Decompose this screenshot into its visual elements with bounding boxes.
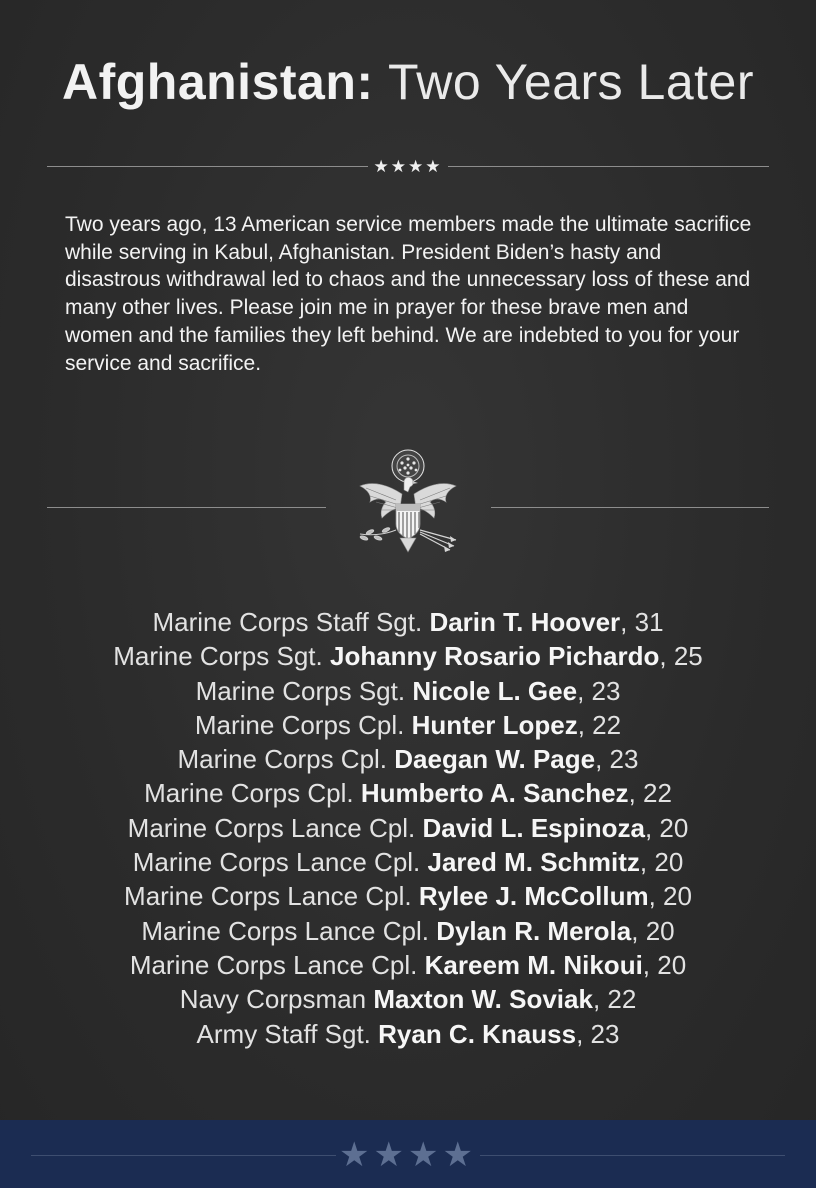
member-name: Nicole L. Gee: [412, 675, 578, 706]
list-item: [0, 708, 816, 742]
member-age: , 20: [648, 881, 692, 912]
member-name: Jared M. Schmitz: [427, 847, 640, 878]
member-age: , 23: [595, 744, 639, 775]
top-divider-left: [47, 166, 368, 167]
member-name: Maxton W. Soviak: [373, 984, 593, 1015]
list-item: [0, 879, 816, 913]
member-name: Johanny Rosario Pichardo: [329, 641, 660, 672]
member-name: Rylee J. McCollum: [418, 881, 649, 912]
list-item: [0, 605, 816, 639]
intro-paragraph: Two years ago, 13 American service members made the ultimate sacrifice while serving in Kabul, Afghanistan. President Biden’s hasty and disastrous withdrawal led to chaos and the unnecessary loss of these and many other lives. Please join me in prayer for these brave men and women and the families they left behind. We are indebted to you for your service and sacrifice.: [65, 213, 752, 375]
list-item: [0, 674, 816, 708]
rank-label: Marine Corps Sgt.: [113, 641, 323, 672]
rank-label: Marine Corps Lance Cpl.: [132, 847, 421, 878]
top-divider-right: [448, 166, 769, 167]
member-age: , 31: [620, 607, 664, 637]
seal-divider-right: [491, 507, 769, 508]
member-name: Ryan C. Knauss: [378, 1018, 577, 1049]
member-age: , 20: [644, 812, 689, 843]
title-bold: Afghanistan:: [61, 54, 374, 110]
list-item: [0, 1017, 816, 1051]
list-item: [0, 639, 816, 673]
member-age: , 20: [639, 847, 684, 878]
divider-stars: ★★★★: [373, 157, 443, 177]
member-name: David L. Espinoza: [422, 812, 645, 843]
footer-rule-left: [31, 1155, 336, 1156]
list-item: [0, 742, 816, 776]
member-age: , 23: [576, 1018, 620, 1049]
rank-label: Marine Corps Staff Sgt.: [152, 607, 423, 637]
rank-label: Marine Corps Sgt.: [195, 675, 406, 706]
rank-label: Marine Corps Lance Cpl.: [124, 881, 412, 912]
footer-stars: ★★★★: [339, 1135, 477, 1175]
member-name: Kareem M. Nikoui: [424, 949, 643, 980]
rank-label: Navy Corpsman: [179, 984, 367, 1015]
list-item: [0, 811, 816, 845]
member-name: Daegan W. Page: [394, 744, 596, 775]
list-item: [0, 948, 816, 982]
footer-band: [0, 1120, 816, 1188]
member-age: , 25: [659, 641, 703, 672]
rank-label: Marine Corps Lance Cpl.: [127, 812, 416, 843]
member-name: Hunter Lopez: [411, 709, 578, 740]
member-name: Dylan R. Merola: [436, 915, 632, 946]
member-age: , 22: [592, 984, 637, 1015]
list-item: [0, 776, 816, 810]
title-light: Two Years Later: [387, 54, 755, 110]
list-item: [0, 914, 816, 948]
rank-label: Marine Corps Lance Cpl.: [129, 949, 418, 980]
member-age: , 20: [631, 915, 675, 946]
member-age: , 22: [628, 778, 672, 809]
seal-divider-left: [47, 507, 326, 508]
list-item: [0, 982, 816, 1016]
member-name: Humberto A. Sanchez: [360, 778, 629, 809]
rank-label: Marine Corps Cpl.: [144, 778, 354, 809]
rank-label: Marine Corps Lance Cpl.: [141, 915, 429, 946]
page-title: [0, 52, 816, 112]
rank-label: Army Staff Sgt.: [196, 1018, 371, 1049]
member-age: , 22: [577, 709, 622, 740]
great-seal-eagle-icon: [352, 446, 464, 558]
rank-label: Marine Corps Cpl.: [194, 709, 405, 740]
footer-rule-right: [480, 1155, 785, 1156]
list-item: [0, 845, 816, 879]
member-name: Darin T. Hoover: [429, 607, 621, 637]
rank-label: Marine Corps Cpl.: [177, 744, 388, 775]
member-age: , 23: [577, 675, 621, 706]
member-age: , 20: [642, 949, 687, 980]
fallen-service-members-list: [0, 605, 816, 1051]
